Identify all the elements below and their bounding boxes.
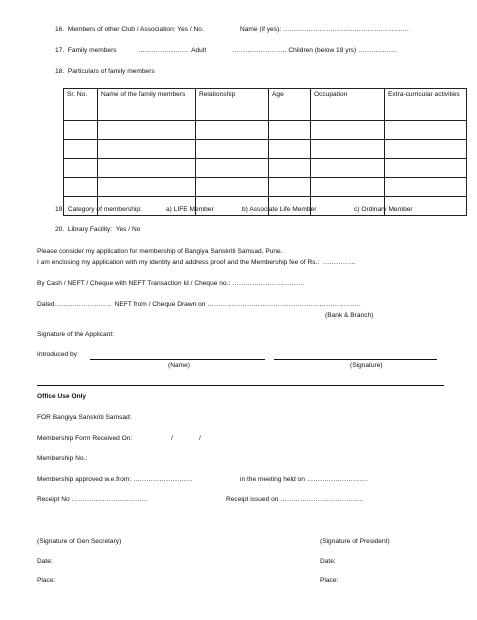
table-cell[interactable] <box>196 159 269 178</box>
table-cell[interactable] <box>385 178 467 197</box>
table-cell[interactable] <box>98 121 196 140</box>
table-cell[interactable] <box>98 140 196 159</box>
q16-name-field[interactable]: Name (if yes): ……..…………….……………………………. <box>240 26 409 33</box>
applicant-signature-label: Signature of the Applicant: <box>37 331 114 338</box>
column-header: Name of the family members <box>98 89 196 121</box>
table-cell[interactable] <box>269 140 311 159</box>
office-use-title: Office Use Only <box>37 393 87 400</box>
q16-label: 16. Members of other Club / Association: Yes / No. <box>55 26 204 33</box>
bank-branch-note: (Bank & Branch) <box>325 312 374 319</box>
column-header: Extra-curricular activities <box>385 89 467 121</box>
date-label-right: Date: <box>320 558 336 565</box>
office-for-label: FOR Bangiya Sanskriti Samsad: <box>37 414 132 421</box>
table-cell[interactable] <box>64 140 98 159</box>
receipt-issued-field[interactable]: Receipt issued on ……………………………….. <box>226 496 364 503</box>
table-cell[interactable] <box>196 178 269 197</box>
gen-secretary-signature-label: (Signature of Gen Secretary) <box>37 538 122 545</box>
table-cell[interactable] <box>385 140 467 159</box>
place-label-right: Place: <box>320 577 339 584</box>
family-members-table <box>63 88 467 216</box>
q20-label: 20. Library Facility: Yes / No <box>55 226 141 233</box>
category-option-ordinary[interactable]: c) Ordinary Member <box>354 206 413 213</box>
table-row <box>64 140 467 159</box>
declaration-line-1: Please consider my application for membership of Bangiya Sanskriti Samsad, Pune. <box>37 248 283 255</box>
table-cell[interactable] <box>98 178 196 197</box>
table-row <box>64 159 467 178</box>
column-header: Sr. No. <box>64 89 98 121</box>
table-cell[interactable] <box>311 121 385 140</box>
date-separator: / <box>171 435 173 442</box>
signature-caption: (Signature) <box>350 362 383 369</box>
table-cell[interactable] <box>64 121 98 140</box>
table-cell[interactable] <box>311 159 385 178</box>
declaration-line-2: I am enclosing my application with my identity and address proof and the Membership fee of Rs.: …………… <box>37 259 356 266</box>
table-cell[interactable] <box>196 121 269 140</box>
table-cell[interactable] <box>385 159 467 178</box>
category-option-associate-life[interactable]: b) Associate Life Member <box>242 206 317 213</box>
table-cell[interactable] <box>196 140 269 159</box>
q19-label: 19. Category of membership: <box>55 206 142 213</box>
introducer-name-line[interactable] <box>90 359 265 360</box>
table-cell[interactable] <box>269 121 311 140</box>
q17-children-field[interactable]: ……………………. Children (below 18 yrs) ……………... <box>232 47 397 54</box>
receipt-no-field[interactable]: Receipt No …………………………….. <box>37 496 148 503</box>
table-cell[interactable] <box>311 178 385 197</box>
table-cell[interactable] <box>64 159 98 178</box>
q17-label: 17. Family members <box>55 47 117 54</box>
meeting-field[interactable]: in the meeting held on ………………………. <box>240 476 368 483</box>
table-cell[interactable] <box>269 159 311 178</box>
column-header: Relationship <box>196 89 269 121</box>
date-separator: / <box>199 435 201 442</box>
dated-field[interactable]: Dated…………………….. NEFT from / Cheque Drawn on ……………………………………………………………. <box>37 301 361 308</box>
president-signature-label: (Signature of President) <box>320 538 390 545</box>
family-table-body <box>64 121 467 216</box>
introducer-signature-line[interactable] <box>274 359 437 360</box>
name-caption: (Name) <box>168 362 190 369</box>
payment-field[interactable]: By Cash / NEFT / Cheque with NEFT Transaction Id / Cheque no.: …………………………… <box>37 280 305 287</box>
table-cell[interactable] <box>385 121 467 140</box>
table-cell[interactable] <box>311 140 385 159</box>
section-divider <box>37 385 444 386</box>
table-row <box>64 178 467 197</box>
table-row <box>64 121 467 140</box>
table-cell[interactable] <box>64 178 98 197</box>
approved-field[interactable]: Membership approved w.e.from: ……………………… <box>37 476 193 483</box>
q17-adult-field[interactable]: ………………….. Adult <box>138 47 207 54</box>
place-label-left: Place: <box>37 577 56 584</box>
form-received-label: Membership Form Received On: <box>37 435 133 442</box>
category-option-life[interactable]: a) LIFE Member <box>166 206 214 213</box>
table-cell[interactable] <box>98 159 196 178</box>
column-header: Age <box>269 89 311 121</box>
introduced-by-label: Introduced by: <box>37 351 79 358</box>
q18-label: 18. Particulars of family members <box>55 68 155 75</box>
column-header: Occupation <box>311 89 385 121</box>
table-cell[interactable] <box>269 178 311 197</box>
date-label-left: Date: <box>37 558 53 565</box>
membership-no-label: Membership No.: <box>37 455 88 462</box>
